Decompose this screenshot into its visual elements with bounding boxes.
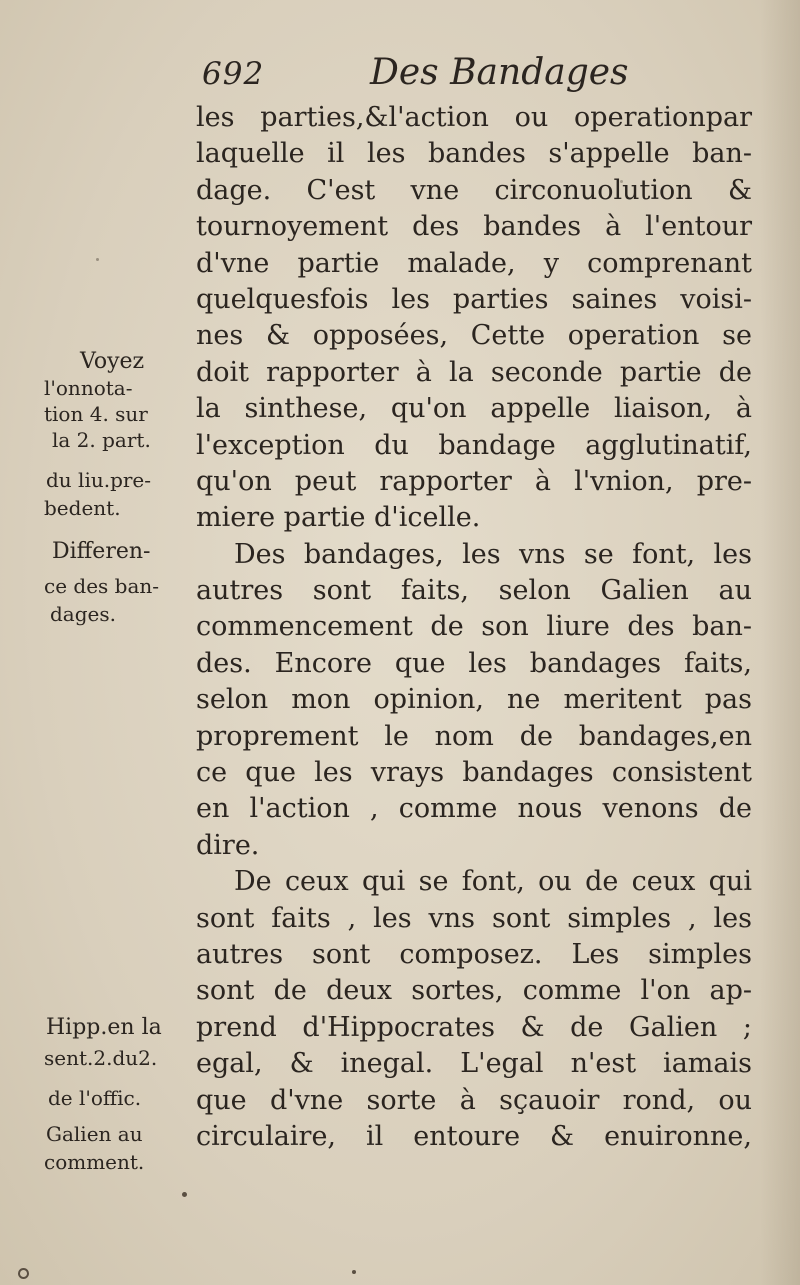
- running-title: Des Bandages: [370, 52, 629, 93]
- margin-note: Galien au: [46, 1122, 143, 1146]
- text-line: Des bandages, les vns se font, les: [234, 538, 752, 570]
- text-line: sont de deux sortes, comme l'on ap-: [196, 975, 752, 1007]
- margin-note: Hipp.en la: [46, 1015, 162, 1040]
- text-line: les parties,&l'action ou operationpar: [196, 102, 752, 133]
- ink-speck: [352, 1270, 356, 1274]
- margin-note: tion 4. sur: [44, 402, 148, 426]
- text-line: autres sont faits, selon Galien au: [196, 575, 752, 607]
- text-line: miere partie d'icelle.: [196, 502, 481, 534]
- text-line: ce que les vrays bandages consistent: [196, 757, 752, 789]
- text-line: laquelle il les bandes s'appelle ban-: [196, 138, 752, 170]
- margin-note: l'onnota-: [44, 376, 133, 400]
- text-line: circulaire, il entoure & enuironne,: [196, 1120, 752, 1152]
- text-line: en l'action , comme nous venons de: [196, 793, 752, 825]
- text-line: des. Encore que les bandages faits,: [196, 647, 752, 679]
- ink-speck: [620, 180, 623, 183]
- margin-note: ce des ban-: [44, 574, 160, 598]
- ink-speck: [182, 1192, 187, 1197]
- text-line: proprement le nom de bandages,en: [196, 720, 752, 752]
- text-line: commencement de son liure des ban-: [196, 611, 752, 643]
- margin-note: la 2. part.: [52, 428, 151, 452]
- text-line: nes & opposées, Cette operation se: [196, 320, 752, 352]
- page-number: 692: [202, 56, 265, 92]
- page-edge-shadow: [760, 0, 800, 1285]
- text-line: l'exception du bandage agglutinatif,: [196, 429, 752, 461]
- margin-note: comment.: [44, 1150, 145, 1174]
- margin-note: dages.: [50, 602, 116, 626]
- ink-speck: [96, 258, 99, 261]
- text-line: que d'vne sorte à sçauoir rond, ou: [196, 1084, 752, 1116]
- text-line: prend d'Hippocrates & de Galien ;: [196, 1011, 752, 1043]
- margin-note: bedent.: [44, 496, 121, 520]
- text-line: qu'on peut rapporter à l'vnion, pre-: [196, 465, 752, 497]
- text-line: De ceux qui se font, ou de ceux qui: [234, 866, 752, 898]
- main-text: [196, 100, 752, 1155]
- margin-note: Differen-: [52, 539, 151, 564]
- text-line: dire.: [196, 829, 260, 861]
- margin-note: Voyez: [80, 349, 145, 374]
- text-line: dage. C'est vne circonuolution &: [196, 174, 752, 206]
- margin-note: sent.2.du2.: [44, 1046, 158, 1070]
- text-line: sont faits , les vns sont simples , les: [196, 902, 752, 934]
- text-line: egal, & inegal. L'egal n'est iamais: [196, 1048, 752, 1080]
- text-line: doit rapporter à la seconde partie de: [196, 356, 752, 388]
- text-line: la sinthese, qu'on appelle liaison, à: [196, 393, 752, 425]
- text-line: selon mon opinion, ne meritent pas: [196, 684, 752, 716]
- text-line: quelquesfois les parties saines voisi-: [196, 283, 752, 315]
- page-header: [202, 52, 742, 102]
- text-line: autres sont composez. Les simples: [196, 938, 752, 970]
- text-line: tournoyement des bandes à l'entour: [196, 211, 752, 243]
- text-line: d'vne partie malade, y comprenant: [196, 247, 752, 279]
- margin-note: de l'offic.: [48, 1086, 142, 1110]
- margin-note: du liu.pre-: [46, 468, 152, 492]
- ink-speck: [18, 1268, 29, 1279]
